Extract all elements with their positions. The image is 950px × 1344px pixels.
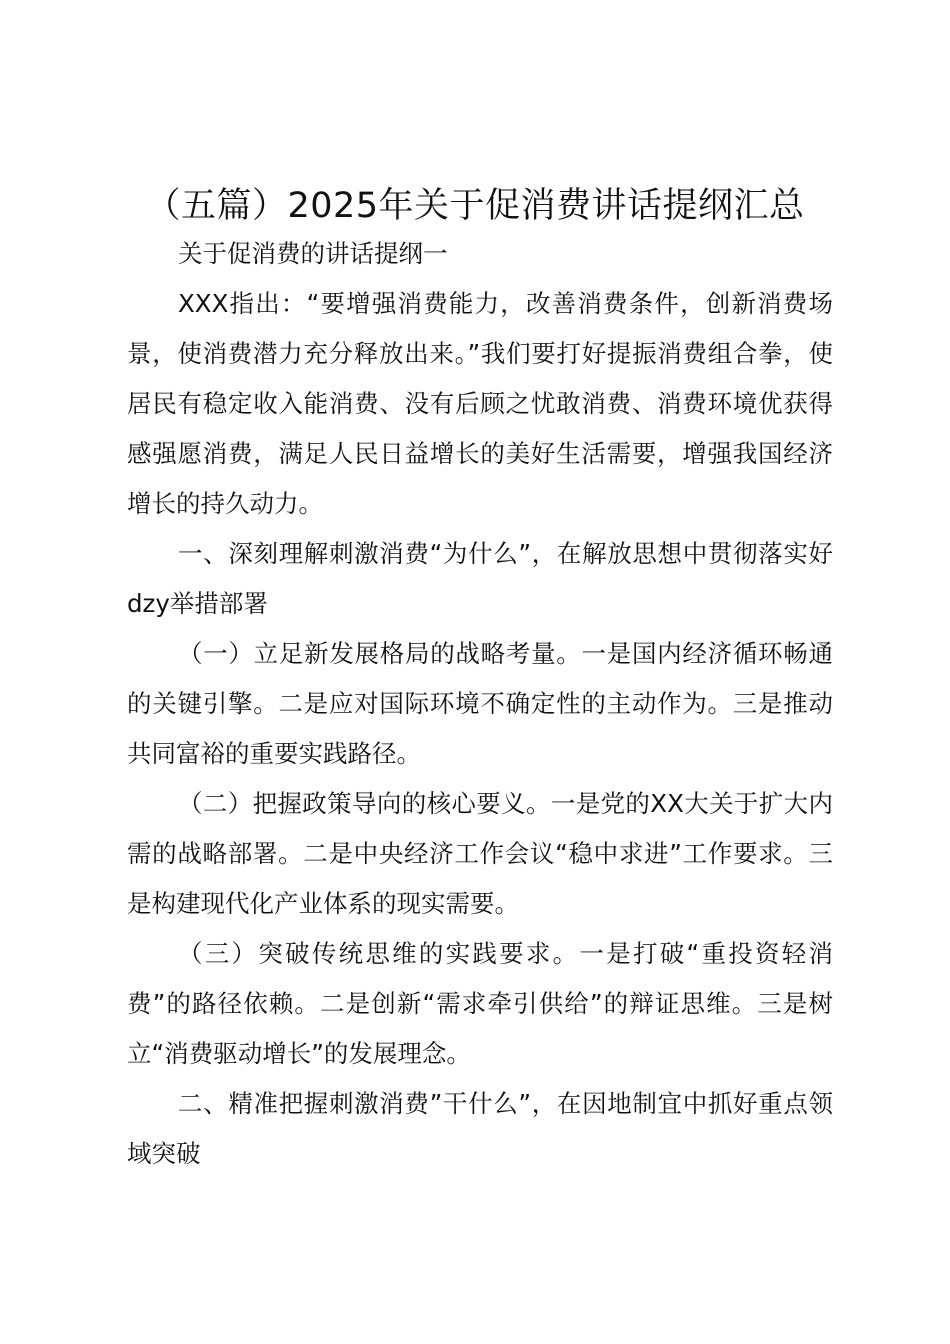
- subsection-paragraph-1: （一）立足新发展格局的战略考量。一是国内经济循环畅通的关键引擎。二是应对国际环境不确定性的主动作为。三是推动共同富裕的重要实践路径。: [127, 639, 833, 768]
- intro-paragraph: XXX指出：“要增强消费能力，改善消费条件，创新消费场景，使消费潜力充分释放出来。”我们要打好提振消费组合拳，使居民有稳定收入能消费、没有后顾之忧敢消费、消费环境优获得感强愿消费，满足人民日益增长的美好生活需要，增强我国经济增长的持久动力。: [127, 289, 833, 518]
- subsection-paragraph-2: （二）把握政策导向的核心要义。一是党的XX大关于扩大内需的战略部署。二是中央经济工作会议“稳中求进”工作要求。三是构建现代化产业体系的现实需要。: [127, 789, 833, 918]
- section-heading-1: 一、深刻理解刺激消费“为什么”，在解放思想中贯彻落实好dzy举措部署: [127, 539, 833, 618]
- subtitle-paragraph: 关于促消费的讲话提纲一: [178, 239, 448, 268]
- document-title: （五篇）2025年关于促消费讲话提纲汇总: [145, 186, 805, 226]
- subsection-paragraph-3: （三）突破传统思维的实践要求。一是打破“重投资轻消费”的路径依赖。二是创新“需求牵引供给”的辩证思维。三是树立“消费驱动增长”的发展理念。: [127, 939, 833, 1068]
- document-body: [127, 229, 833, 1179]
- section-heading-2: 二、精准把握刺激消费”干什么”，在因地制宜中抓好重点领域突破: [127, 1089, 833, 1168]
